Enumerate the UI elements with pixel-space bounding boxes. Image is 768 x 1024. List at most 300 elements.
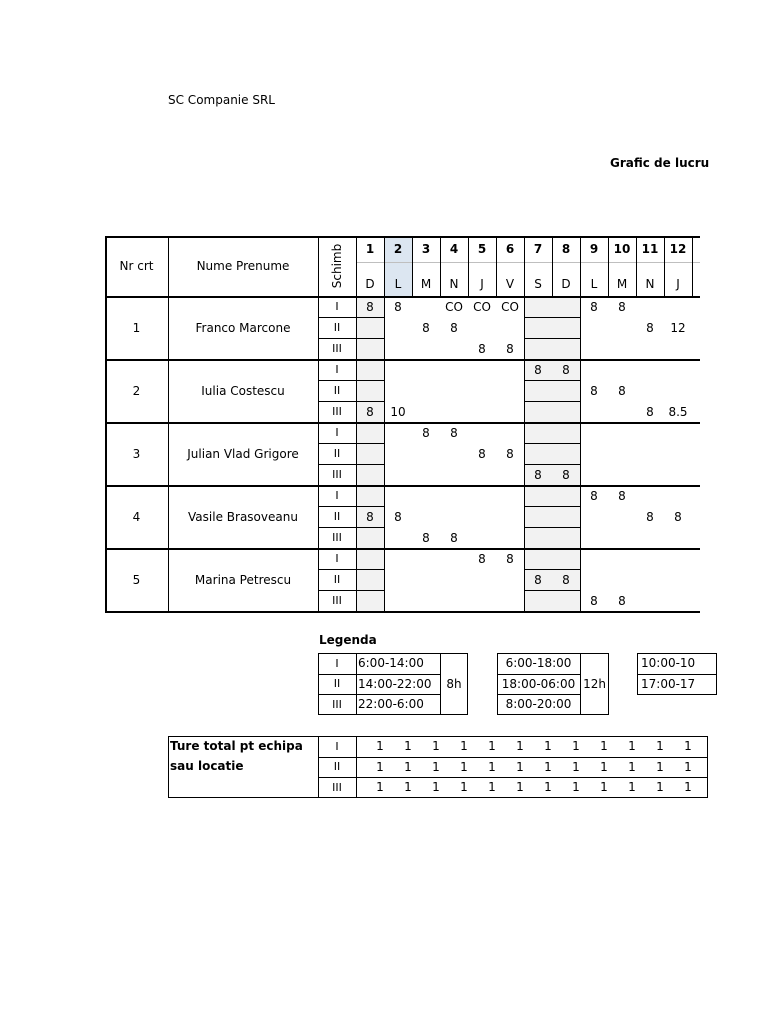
schedule-cell[interactable] — [412, 380, 440, 401]
schedule-cell[interactable] — [580, 338, 608, 359]
grid-line — [664, 236, 665, 296]
schedule-cell[interactable] — [412, 569, 440, 590]
schedule-cell[interactable]: 8 — [478, 551, 486, 566]
day-number[interactable]: 12 — [669, 242, 687, 256]
totals-cell[interactable]: 1 — [572, 780, 580, 795]
schedule-cell[interactable] — [552, 401, 580, 422]
day-number[interactable]: 7 — [533, 242, 543, 256]
schedule-cell[interactable] — [608, 527, 636, 548]
schedule-cell[interactable] — [496, 422, 524, 443]
schedule-cell[interactable] — [356, 443, 384, 464]
schedule-cell[interactable] — [384, 569, 412, 590]
schedule-cell[interactable]: 8 — [562, 467, 570, 482]
schedule-cell[interactable] — [440, 338, 468, 359]
schedule-cell[interactable]: 8 — [450, 320, 458, 335]
header-nr: Nr crt — [119, 259, 154, 273]
schedule-cell[interactable] — [552, 380, 580, 401]
totals-cell[interactable]: 1 — [376, 780, 384, 795]
schedule-cell[interactable] — [524, 548, 552, 569]
grid-line — [318, 569, 356, 570]
schedule-cell[interactable] — [552, 338, 580, 359]
schedule-cell[interactable] — [524, 485, 552, 506]
schedule-cell[interactable] — [524, 590, 552, 611]
schedule-cell[interactable] — [524, 443, 552, 464]
schedule-cell[interactable] — [384, 380, 412, 401]
schedule-cell[interactable] — [440, 464, 468, 485]
schedule-cell[interactable]: 8 — [618, 299, 626, 314]
totals-cell[interactable]: 1 — [376, 759, 384, 774]
schedule-cell[interactable] — [552, 527, 580, 548]
schedule-cell[interactable]: 8 — [506, 551, 514, 566]
totals-cell[interactable]: 1 — [684, 759, 692, 774]
schedule-cell[interactable] — [580, 422, 608, 443]
day-number[interactable]: 9 — [589, 242, 599, 256]
schedule-cell[interactable] — [580, 548, 608, 569]
day-number[interactable]: 3 — [421, 242, 431, 256]
schedule-cell[interactable] — [580, 569, 608, 590]
grid-line — [524, 236, 525, 611]
schedule-cell[interactable] — [580, 359, 608, 380]
schedule-cell[interactable] — [608, 506, 636, 527]
totals-cell[interactable]: 1 — [656, 739, 664, 754]
schedule-cell[interactable] — [664, 338, 692, 359]
schedule-cell[interactable]: CO — [445, 299, 463, 314]
day-of-week: J — [676, 277, 680, 291]
schedule-cell[interactable]: 8 — [422, 320, 430, 335]
schedule-cell[interactable]: 8 — [562, 362, 570, 377]
totals-cell[interactable]: 1 — [684, 780, 692, 795]
schedule-cell[interactable] — [356, 569, 384, 590]
grid-line — [105, 422, 700, 424]
schedule-cell[interactable]: 8 — [366, 404, 374, 419]
schedule-cell[interactable] — [636, 464, 664, 485]
totals-cell[interactable]: 1 — [572, 759, 580, 774]
schedule-cell[interactable] — [636, 569, 664, 590]
totals-cell[interactable]: 1 — [460, 759, 468, 774]
schedule-cell[interactable] — [356, 527, 384, 548]
schedule-cell[interactable] — [664, 527, 692, 548]
grid-line — [105, 485, 700, 487]
schedule-cell[interactable] — [356, 380, 384, 401]
schedule-cell[interactable] — [384, 422, 412, 443]
schedule-cell[interactable] — [664, 548, 692, 569]
schedule-cell[interactable] — [552, 506, 580, 527]
schedule-cell[interactable] — [552, 485, 580, 506]
schedule-cell[interactable] — [524, 296, 552, 317]
employee-nr: 2 — [132, 383, 141, 398]
schedule-cell[interactable] — [412, 443, 440, 464]
schedule-cell[interactable]: 12 — [670, 320, 686, 335]
schedule-cell[interactable] — [384, 485, 412, 506]
schedule-cell[interactable]: 8 — [534, 467, 542, 482]
schedule-cell[interactable] — [496, 380, 524, 401]
totals-cell[interactable]: 1 — [516, 759, 524, 774]
schedule-cell[interactable] — [468, 359, 496, 380]
schedule-cell[interactable] — [496, 464, 524, 485]
schedule-cell[interactable] — [412, 401, 440, 422]
schedule-cell[interactable] — [440, 401, 468, 422]
totals-cell[interactable]: 1 — [656, 780, 664, 795]
day-of-week: N — [449, 277, 459, 291]
schedule-cell[interactable] — [496, 506, 524, 527]
schedule-cell[interactable] — [412, 590, 440, 611]
totals-cell[interactable]: 1 — [488, 759, 496, 774]
schedule-cell[interactable] — [356, 548, 384, 569]
schedule-cell[interactable] — [580, 401, 608, 422]
schedule-cell[interactable] — [468, 506, 496, 527]
schedule-cell[interactable] — [636, 548, 664, 569]
schedule-cell[interactable]: 8 — [534, 362, 542, 377]
grid-line — [608, 236, 609, 296]
schedule-cell[interactable] — [580, 317, 608, 338]
schedule-cell[interactable] — [412, 338, 440, 359]
schedule-cell[interactable] — [440, 443, 468, 464]
totals-cell[interactable]: 1 — [544, 739, 552, 754]
totals-cell[interactable]: 1 — [460, 739, 468, 754]
schedule-cell[interactable] — [552, 296, 580, 317]
schedule-cell[interactable] — [384, 527, 412, 548]
schedule-cell[interactable]: 8 — [506, 446, 514, 461]
legend-hours-12h: 18:00-06:00 — [501, 676, 576, 691]
schedule-cell[interactable] — [580, 527, 608, 548]
document-title: Grafic de lucru — [610, 156, 710, 170]
schedule-cell[interactable] — [468, 401, 496, 422]
schedule-cell[interactable] — [412, 506, 440, 527]
schedule-cell[interactable] — [636, 359, 664, 380]
schedule-cell[interactable] — [608, 548, 636, 569]
schedule-cell[interactable] — [608, 464, 636, 485]
schedule-cell[interactable] — [356, 422, 384, 443]
totals-cell[interactable]: 1 — [516, 780, 524, 795]
grid-line — [524, 569, 580, 570]
schedule-cell[interactable] — [440, 359, 468, 380]
grid-line — [524, 317, 580, 318]
schedule-cell[interactable] — [440, 485, 468, 506]
schedule-cell[interactable]: 8 — [506, 341, 514, 356]
schedule-cell[interactable] — [608, 317, 636, 338]
totals-cell[interactable]: 1 — [404, 739, 412, 754]
totals-cell[interactable]: 1 — [516, 739, 524, 754]
grid-line — [356, 401, 384, 402]
schedule-cell[interactable] — [608, 443, 636, 464]
totals-cell[interactable]: 1 — [628, 780, 636, 795]
schedule-cell[interactable] — [636, 380, 664, 401]
totals-cell[interactable]: 1 — [488, 739, 496, 754]
schedule-cell[interactable]: 8 — [394, 509, 402, 524]
schedule-cell[interactable] — [608, 401, 636, 422]
schedule-cell[interactable] — [664, 422, 692, 443]
schedule-cell[interactable] — [664, 296, 692, 317]
legend-hours-8h: 6:00-14:00 — [358, 656, 424, 670]
schedule-cell[interactable] — [664, 359, 692, 380]
schedule-cell[interactable] — [412, 485, 440, 506]
totals-cell[interactable]: 1 — [404, 780, 412, 795]
shift-label: I — [335, 300, 339, 313]
schedule-cell[interactable] — [552, 317, 580, 338]
grid-line — [105, 236, 107, 613]
schedule-cell[interactable] — [664, 464, 692, 485]
schedule-cell[interactable] — [496, 527, 524, 548]
shift-label: I — [335, 426, 339, 439]
schedule-cell[interactable]: 8 — [674, 509, 682, 524]
grid-line — [318, 443, 356, 444]
schedule-cell[interactable] — [496, 359, 524, 380]
schedule-cell[interactable]: 8 — [394, 299, 402, 314]
grid-line — [356, 736, 357, 798]
grid-line — [468, 236, 469, 296]
employee-name: Franco Marcone — [195, 320, 291, 335]
employee-name: Julian Vlad Grigore — [187, 446, 299, 461]
schedule-cell[interactable]: 8 — [478, 341, 486, 356]
totals-shift-label: II — [333, 760, 341, 774]
totals-cell[interactable]: 1 — [684, 739, 692, 754]
grid-line — [318, 506, 356, 507]
schedule-cell[interactable]: 8 — [590, 593, 598, 608]
schedule-cell[interactable] — [608, 359, 636, 380]
schedule-cell[interactable] — [384, 464, 412, 485]
schedule-cell[interactable] — [468, 485, 496, 506]
schedule-cell[interactable] — [468, 317, 496, 338]
day-number[interactable]: 4 — [449, 242, 459, 256]
schedule-cell[interactable] — [356, 338, 384, 359]
schedule-cell[interactable] — [468, 380, 496, 401]
schedule-cell[interactable]: 8 — [450, 425, 458, 440]
schedule-cell[interactable] — [440, 548, 468, 569]
totals-shift-label: III — [332, 780, 342, 794]
schedule-cell[interactable] — [524, 401, 552, 422]
grid-line — [318, 464, 356, 465]
schedule-cell[interactable] — [468, 590, 496, 611]
totals-cell[interactable]: 1 — [600, 759, 608, 774]
schedule-cell[interactable] — [356, 590, 384, 611]
grid-line — [318, 401, 356, 402]
schedule-cell[interactable] — [636, 590, 664, 611]
schedule-cell[interactable] — [636, 443, 664, 464]
grid-line — [384, 236, 385, 611]
day-number[interactable]: 5 — [477, 242, 487, 256]
legend-12h-label: 12h — [583, 677, 606, 691]
grid-line — [356, 236, 357, 611]
schedule-cell[interactable] — [496, 317, 524, 338]
shift-label: III — [332, 468, 342, 481]
schedule-cell[interactable] — [608, 422, 636, 443]
day-of-week: L — [590, 277, 598, 291]
day-number[interactable]: 8 — [561, 242, 571, 256]
totals-title-line1: Ture total pt echipa — [170, 739, 303, 753]
grid-line — [692, 236, 693, 296]
schedule-cell[interactable]: 8 — [618, 593, 626, 608]
grid-line — [356, 380, 384, 381]
schedule-cell[interactable] — [580, 443, 608, 464]
schedule-cell[interactable] — [440, 569, 468, 590]
employee-nr: 5 — [132, 572, 141, 587]
legend-8h-label: 8h — [446, 677, 462, 691]
grid-line — [318, 590, 356, 591]
schedule-cell[interactable]: 8 — [534, 572, 542, 587]
schedule-cell[interactable] — [636, 485, 664, 506]
grid-line — [318, 338, 356, 339]
schedule-cell[interactable]: CO — [501, 299, 519, 314]
day-number[interactable]: 11 — [641, 242, 659, 256]
day-of-week: N — [645, 277, 655, 291]
schedule-cell[interactable] — [524, 380, 552, 401]
schedule-cell[interactable] — [440, 506, 468, 527]
schedule-cell[interactable] — [356, 485, 384, 506]
schedule-cell[interactable] — [524, 527, 552, 548]
totals-cell[interactable]: 1 — [544, 780, 552, 795]
schedule-cell[interactable] — [356, 359, 384, 380]
schedule-cell[interactable] — [636, 338, 664, 359]
employee-nr: 4 — [132, 509, 141, 524]
schedule-cell[interactable] — [356, 317, 384, 338]
schedule-cell[interactable] — [440, 590, 468, 611]
schedule-cell[interactable] — [636, 422, 664, 443]
schedule-cell[interactable] — [524, 338, 552, 359]
grid-line — [580, 236, 581, 611]
totals-cell[interactable]: 1 — [628, 739, 636, 754]
schedule-cell[interactable]: 8 — [366, 299, 374, 314]
schedule-cell[interactable]: 8 — [646, 509, 654, 524]
schedule-cell[interactable] — [664, 590, 692, 611]
schedule-cell[interactable] — [636, 296, 664, 317]
schedule-cell[interactable] — [580, 464, 608, 485]
schedule-cell[interactable] — [608, 569, 636, 590]
totals-cell[interactable]: 1 — [600, 739, 608, 754]
schedule-cell[interactable] — [664, 443, 692, 464]
schedule-cell[interactable]: 8 — [646, 404, 654, 419]
schedule-cell[interactable] — [384, 338, 412, 359]
schedule-cell[interactable] — [496, 485, 524, 506]
shift-label: I — [335, 552, 339, 565]
grid-line — [105, 296, 700, 298]
totals-cell[interactable]: 1 — [432, 739, 440, 754]
day-of-week: M — [420, 277, 432, 291]
schedule-cell[interactable] — [412, 296, 440, 317]
schedule-cell[interactable] — [384, 590, 412, 611]
day-number[interactable]: 1 — [365, 242, 375, 256]
totals-cell[interactable]: 1 — [488, 780, 496, 795]
grid-line — [356, 653, 357, 715]
shift-label: II — [333, 447, 341, 460]
schedule-cell[interactable]: 8 — [366, 509, 374, 524]
grid-line — [356, 527, 384, 528]
grid-line — [105, 236, 700, 238]
day-number[interactable]: 10 — [613, 242, 631, 256]
schedule-cell[interactable]: 8 — [422, 530, 430, 545]
schedule-cell[interactable] — [496, 590, 524, 611]
schedule-cell[interactable]: 8 — [590, 299, 598, 314]
schedule-cell[interactable]: 8 — [562, 572, 570, 587]
schedule-cell[interactable] — [384, 317, 412, 338]
schedule-cell[interactable]: 8 — [618, 383, 626, 398]
schedule-cell[interactable] — [468, 464, 496, 485]
totals-cell[interactable]: 1 — [572, 739, 580, 754]
schedule-cell[interactable]: 8 — [450, 530, 458, 545]
company-name: SC Companie SRL — [168, 93, 275, 107]
schedule-cell[interactable] — [440, 380, 468, 401]
totals-cell[interactable]: 1 — [628, 759, 636, 774]
schedule-cell[interactable] — [552, 443, 580, 464]
schedule-cell[interactable] — [524, 422, 552, 443]
legend-hours-other: 10:00-10 — [641, 656, 696, 670]
schedule-cell[interactable] — [552, 590, 580, 611]
schedule-cell[interactable] — [664, 380, 692, 401]
shift-label: I — [335, 489, 339, 502]
totals-cell[interactable]: 1 — [544, 759, 552, 774]
employee-name: Iulia Costescu — [201, 383, 285, 398]
schedule-cell[interactable] — [384, 443, 412, 464]
schedule-cell[interactable]: 8 — [590, 383, 598, 398]
day-number[interactable]: 2 — [393, 242, 403, 256]
schedule-cell[interactable] — [412, 464, 440, 485]
grid-line — [524, 527, 580, 528]
schedule-cell[interactable] — [664, 485, 692, 506]
shift-label: II — [333, 510, 341, 523]
grid-line — [318, 317, 356, 318]
schedule-cell[interactable]: 8 — [618, 488, 626, 503]
totals-cell[interactable]: 1 — [404, 759, 412, 774]
schedule-cell[interactable]: 8 — [478, 446, 486, 461]
totals-cell[interactable]: 1 — [656, 759, 664, 774]
totals-cell[interactable]: 1 — [432, 759, 440, 774]
schedule-cell[interactable] — [664, 569, 692, 590]
grid-line — [524, 590, 580, 591]
grid-line — [105, 611, 700, 613]
schedule-cell[interactable] — [552, 422, 580, 443]
schedule-cell[interactable] — [468, 422, 496, 443]
schedule-cell[interactable] — [608, 338, 636, 359]
day-of-week: D — [365, 277, 375, 291]
grid-line — [356, 443, 384, 444]
totals-shift-label: I — [335, 739, 339, 753]
grid-line — [356, 338, 384, 339]
totals-cell[interactable]: 1 — [460, 780, 468, 795]
schedule-cell[interactable] — [412, 359, 440, 380]
totals-cell[interactable]: 1 — [432, 780, 440, 795]
shift-label: III — [332, 594, 342, 607]
schedule-cell[interactable] — [412, 548, 440, 569]
schedule-cell[interactable] — [496, 401, 524, 422]
schedule-cell[interactable]: 10 — [390, 404, 406, 419]
shift-label: III — [332, 531, 342, 544]
grid-line — [637, 674, 717, 675]
schedule-cell[interactable] — [468, 569, 496, 590]
schedule-cell[interactable] — [636, 527, 664, 548]
schedule-cell[interactable] — [580, 506, 608, 527]
schedule-cell[interactable]: 8.5 — [668, 404, 688, 419]
grid-line — [412, 236, 413, 296]
schedule-cell[interactable] — [524, 506, 552, 527]
day-number[interactable]: 6 — [505, 242, 515, 256]
schedule-cell[interactable]: CO — [473, 299, 491, 314]
schedule-cell[interactable] — [356, 464, 384, 485]
legend-shift-label: II — [333, 677, 341, 691]
schedule-cell[interactable] — [496, 569, 524, 590]
schedule-cell[interactable] — [552, 548, 580, 569]
grid-line — [440, 236, 441, 296]
totals-cell[interactable]: 1 — [376, 739, 384, 754]
schedule-cell[interactable]: 8 — [590, 488, 598, 503]
shift-label: II — [333, 321, 341, 334]
schedule-cell[interactable] — [468, 527, 496, 548]
grid-line — [318, 380, 356, 381]
schedule-cell[interactable]: 8 — [646, 320, 654, 335]
schedule-cell[interactable] — [384, 548, 412, 569]
schedule-cell[interactable] — [384, 359, 412, 380]
schedule-cell[interactable]: 8 — [422, 425, 430, 440]
schedule-cell[interactable] — [524, 317, 552, 338]
totals-cell[interactable]: 1 — [600, 780, 608, 795]
